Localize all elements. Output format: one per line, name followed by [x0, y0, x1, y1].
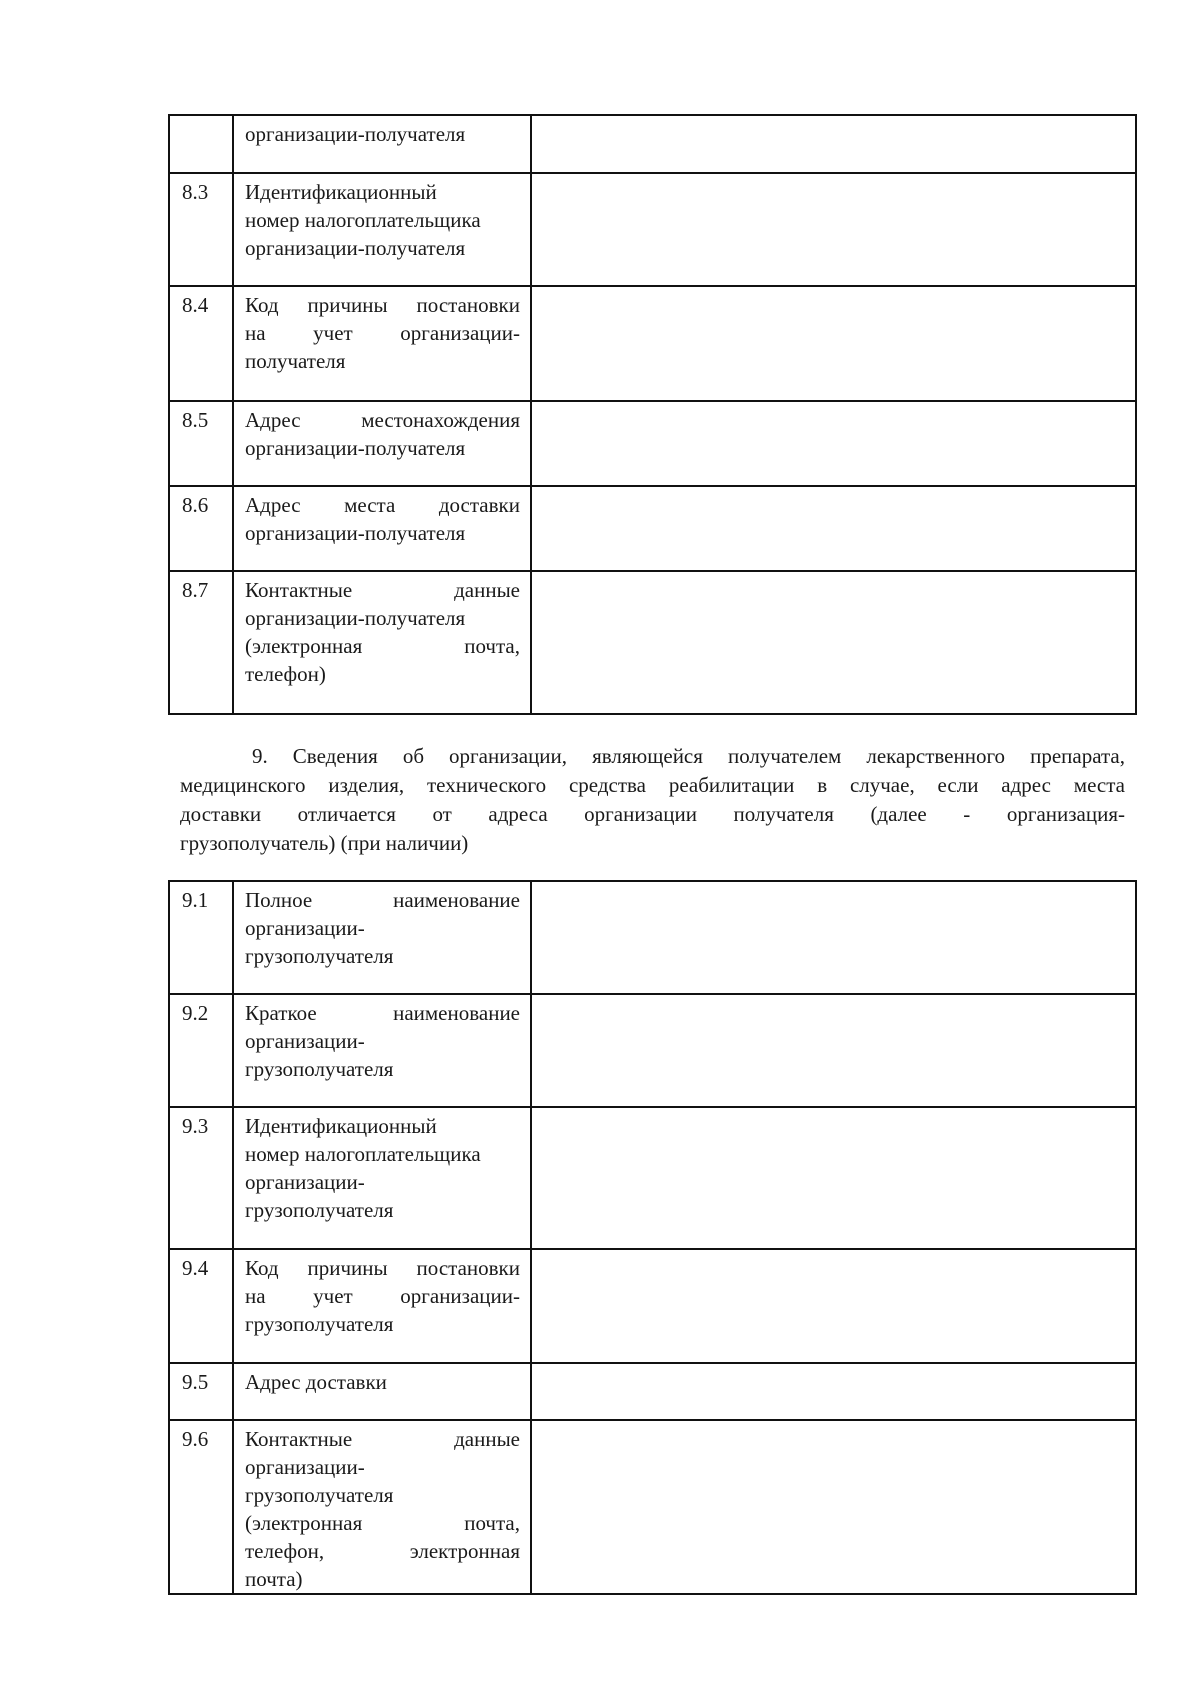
- label-line: организации-получателя: [245, 521, 466, 545]
- row-number: 9.5: [169, 1363, 233, 1420]
- recipient-organization-table: [168, 114, 1137, 715]
- label-line: Код причины постановки: [245, 1256, 520, 1280]
- table-row: [169, 881, 1136, 994]
- row-label: [233, 571, 531, 714]
- label-line: на учет организации-: [245, 1284, 520, 1308]
- label-line: Код причины постановки: [245, 293, 520, 317]
- label-line: грузополучателя: [245, 1483, 394, 1507]
- value-field[interactable]: [531, 1363, 1136, 1420]
- label-line: на учет организации-: [245, 321, 520, 345]
- label-line: организации-получателя: [245, 236, 466, 260]
- row-number: 8.5: [169, 401, 233, 486]
- section-9-heading: [180, 742, 1125, 858]
- row-label: [233, 881, 531, 994]
- row-label: [233, 486, 531, 571]
- table-row: [169, 571, 1136, 714]
- value-field[interactable]: [531, 401, 1136, 486]
- consignee-organization-table: [168, 880, 1137, 1595]
- value-field[interactable]: [531, 1107, 1136, 1249]
- label-line: организации-: [245, 1170, 365, 1194]
- label-line: почта): [245, 1567, 303, 1591]
- table-row: [169, 994, 1136, 1107]
- heading-line: 9. Сведения об организации, являющейся получателем лекарственного препарата,: [252, 744, 1125, 768]
- label-line: телефон, электронная: [245, 1539, 520, 1563]
- table-row: [169, 115, 1136, 173]
- label-line: Краткое наименование: [245, 1001, 520, 1025]
- row-number: 9.2: [169, 994, 233, 1107]
- heading-line: доставки отличается от адреса организации получателя (далее - организация-: [180, 802, 1125, 826]
- label-line: Контактные данные: [245, 1427, 520, 1451]
- label-line: Адрес места доставки: [245, 493, 520, 517]
- row-number: 9.1: [169, 881, 233, 994]
- table-row: [169, 286, 1136, 401]
- value-field[interactable]: [531, 1420, 1136, 1594]
- row-number: 8.6: [169, 486, 233, 571]
- label-line: (электронная почта,: [245, 634, 520, 658]
- table-row: [169, 1420, 1136, 1594]
- row-label: [233, 1107, 531, 1249]
- label-line: организации-получателя: [245, 436, 466, 460]
- row-label: [233, 1363, 531, 1420]
- row-number: 9.6: [169, 1420, 233, 1594]
- label-line: организации-получателя: [245, 122, 466, 146]
- row-label: [233, 173, 531, 286]
- row-label: [233, 994, 531, 1107]
- label-line: организации-получателя: [245, 606, 466, 630]
- value-field[interactable]: [531, 571, 1136, 714]
- table-row: [169, 173, 1136, 286]
- table-row: [169, 1249, 1136, 1363]
- label-line: организации-: [245, 1029, 365, 1053]
- label-line: грузополучателя: [245, 1198, 394, 1222]
- value-field[interactable]: [531, 1249, 1136, 1363]
- row-label: [233, 286, 531, 401]
- label-line: Контактные данные: [245, 578, 520, 602]
- value-field[interactable]: [531, 115, 1136, 173]
- row-number: 8.3: [169, 173, 233, 286]
- row-number: 8.7: [169, 571, 233, 714]
- label-line: Адрес доставки: [245, 1370, 387, 1394]
- heading-line: грузополучатель) (при наличии): [180, 831, 469, 855]
- table-row: [169, 401, 1136, 486]
- label-line: номер налогоплательщика: [245, 208, 481, 232]
- row-label: [233, 1249, 531, 1363]
- label-line: номер налогоплательщика: [245, 1142, 481, 1166]
- value-field[interactable]: [531, 173, 1136, 286]
- table-row: [169, 486, 1136, 571]
- value-field[interactable]: [531, 994, 1136, 1107]
- value-field[interactable]: [531, 486, 1136, 571]
- label-line: грузополучателя: [245, 944, 394, 968]
- label-line: получателя: [245, 349, 346, 373]
- heading-line: медицинского изделия, технического средства реабилитации в случае, если адрес места: [180, 773, 1125, 797]
- row-number: 9.4: [169, 1249, 233, 1363]
- table-row: [169, 1363, 1136, 1420]
- label-line: Полное наименование: [245, 888, 520, 912]
- label-line: (электронная почта,: [245, 1511, 520, 1535]
- label-line: Идентификационный: [245, 1114, 437, 1138]
- value-field[interactable]: [531, 286, 1136, 401]
- label-line: Адрес местонахождения: [245, 408, 520, 432]
- label-line: организации-: [245, 916, 365, 940]
- row-number: [169, 115, 233, 173]
- row-number: 9.3: [169, 1107, 233, 1249]
- row-label: [233, 401, 531, 486]
- row-label: [233, 1420, 531, 1594]
- value-field[interactable]: [531, 881, 1136, 994]
- label-line: Идентификационный: [245, 180, 437, 204]
- row-label: [233, 115, 531, 173]
- row-number: 8.4: [169, 286, 233, 401]
- label-line: телефон): [245, 662, 326, 686]
- table-row: [169, 1107, 1136, 1249]
- label-line: грузополучателя: [245, 1312, 394, 1336]
- label-line: грузополучателя: [245, 1057, 394, 1081]
- label-line: организации-: [245, 1455, 365, 1479]
